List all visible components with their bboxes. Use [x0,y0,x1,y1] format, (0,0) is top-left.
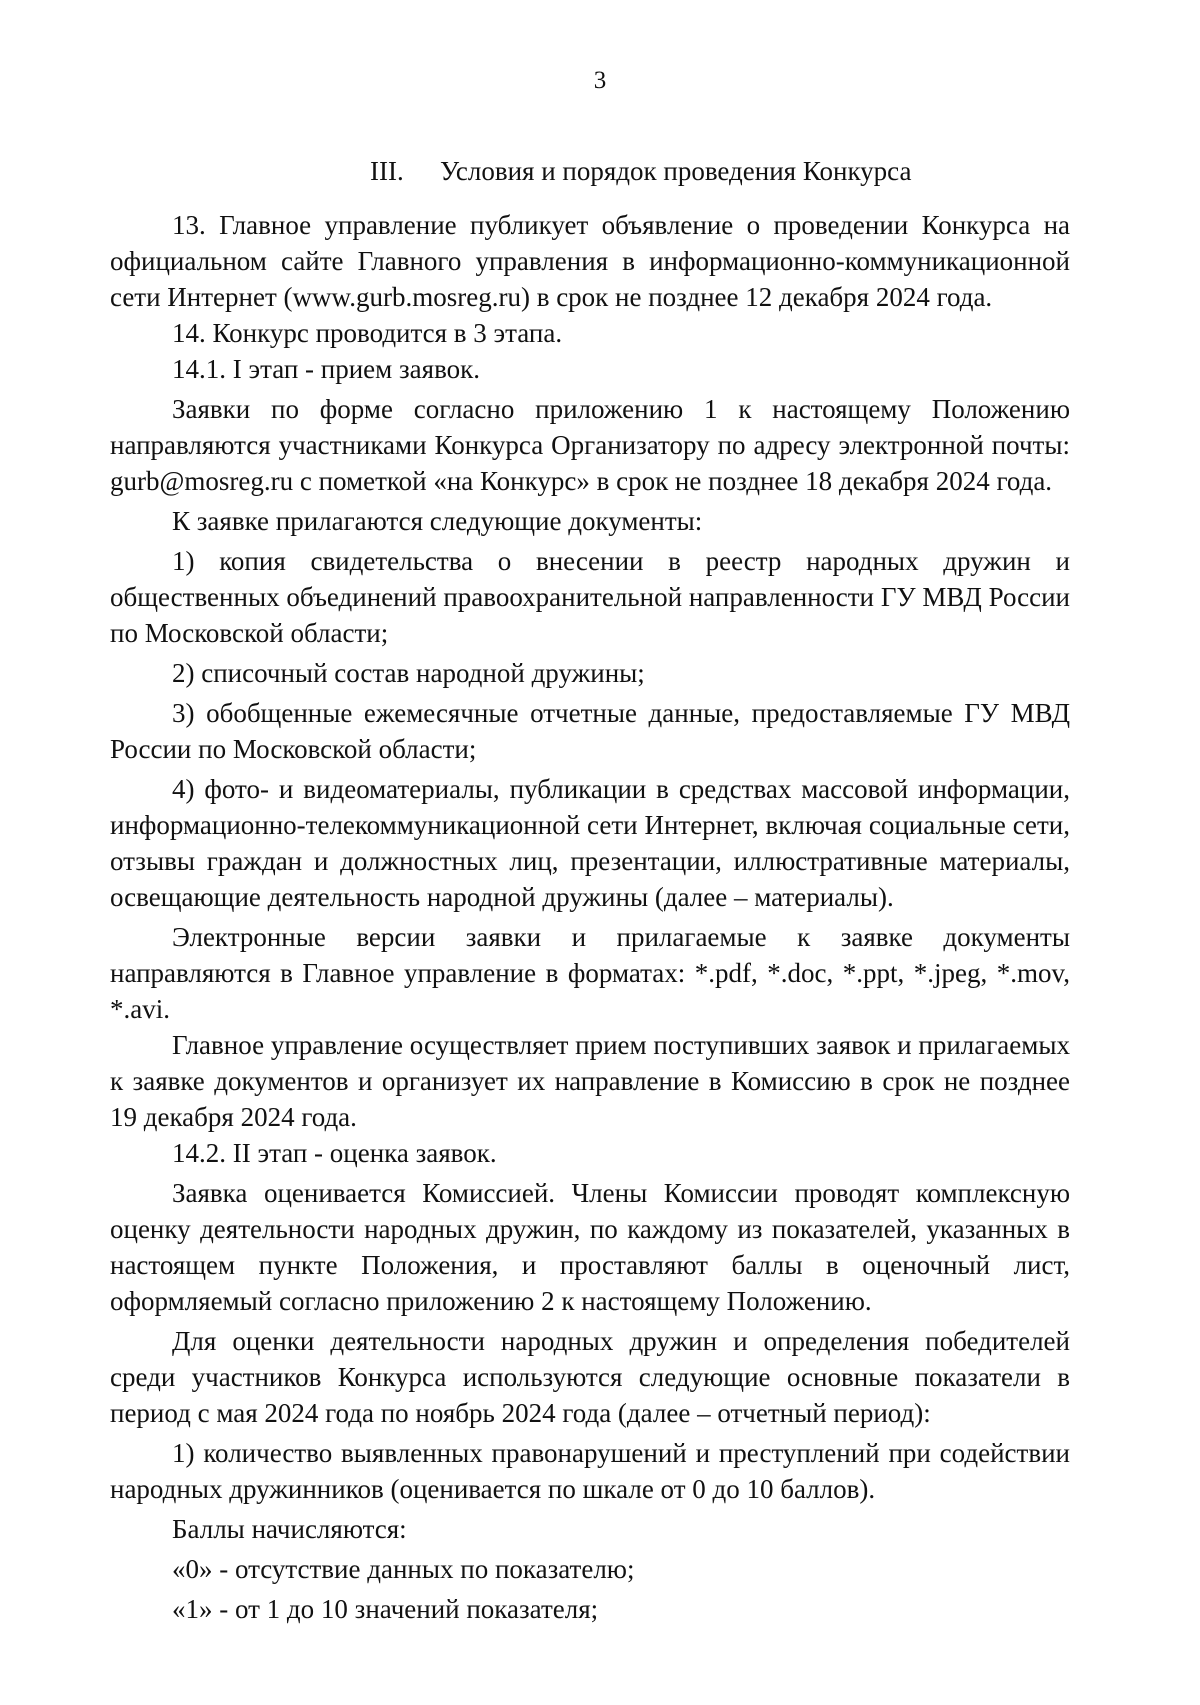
page-number: 3 [593,67,607,94]
paragraph-attached-documents: К заявке прилагаются следующие документы: [172,506,703,536]
list-item-1: 1) копия свидетельства о внесении в реестр народных дружин и общественных объединений правоохранительной направленности ГУ МВД России по Московской области; [110,546,1070,648]
paragraph-points-accrued: Баллы начисляются: [172,1514,407,1544]
paragraph-14: 14. Конкурс проводится в 3 этапа. [172,318,563,348]
paragraph-applications: Заявки по форме согласно приложению 1 к настоящему Положению направляются участниками Конкурса Организатору по адресу электронной почты: gurb@mosreg.ru с пометкой «на Конкурс» в срок не позднее 18 декабря 2024 года. [110,394,1070,496]
list-item-4: 4) фото- и видеоматериалы, публикации в средствах массовой информации, информационно-телекоммуникационной сети Интернет, включая социальные сети, отзывы граждан и должностных лиц, презентации, иллюстративные материалы, освещающие деятельность народной дружины (далее – материалы). [110,774,1070,912]
document-body [110,207,1070,1627]
paragraph-indicators: Для оценки деятельности народных дружин и определения победителей среди участников Конкурса используются следующие основные показатели в период с мая 2024 года по ноябрь 2024 года (далее – отчетный период): [110,1326,1070,1428]
list-item-3: 3) обобщенные ежемесячные отчетные данные, предоставляемые ГУ МВД России по Московской области; [110,698,1070,764]
list-item-2: 2) списочный состав народной дружины; [172,658,645,688]
paragraph-13: 13. Главное управление публикует объявление о проведении Конкурса на официальном сайте Главного управления в информационно-коммуникационной сети Интернет (www.gurb.mosreg.ru) в срок не позднее 12 декабря 2024 года. [110,210,1070,312]
section-number: III. [370,156,404,186]
paragraph-14-1: 14.1. I этап - прием заявок. [172,354,480,384]
paragraph-electronic-versions: Электронные версии заявки и прилагаемые к заявке документы направляются в Главное управление в форматах: *.pdf, *.doc, *.ppt, *.jpeg, *.mov, *.avi. [110,922,1070,1024]
section-title: Условия и порядок проведения Конкурса [440,156,912,186]
paragraph-evaluation: Заявка оценивается Комиссией. Члены Комиссии проводят комплексную оценку деятельности народных дружин, по каждому из показателей, указанных в настоящем пункте Положения, и проставляют баллы в оценочный лист, оформляемый согласно приложению 2 к настоящему Положению. [110,1178,1070,1316]
section-heading [370,155,911,187]
paragraph-main-department: Главное управление осуществляет прием поступивших заявок и прилагаемых к заявке документов и организует их направление в Комиссию в срок не позднее 19 декабря 2024 года. [110,1030,1070,1132]
paragraph-14-2: 14.2. II этап - оценка заявок. [172,1138,497,1168]
score-0: «0» - отсутствие данных по показателю; [172,1554,635,1584]
score-1: «1» - от 1 до 10 значений показателя; [172,1594,599,1624]
indicator-1: 1) количество выявленных правонарушений и преступлений при содействии народных дружинников (оценивается по шкале от 0 до 10 баллов). [110,1438,1070,1504]
